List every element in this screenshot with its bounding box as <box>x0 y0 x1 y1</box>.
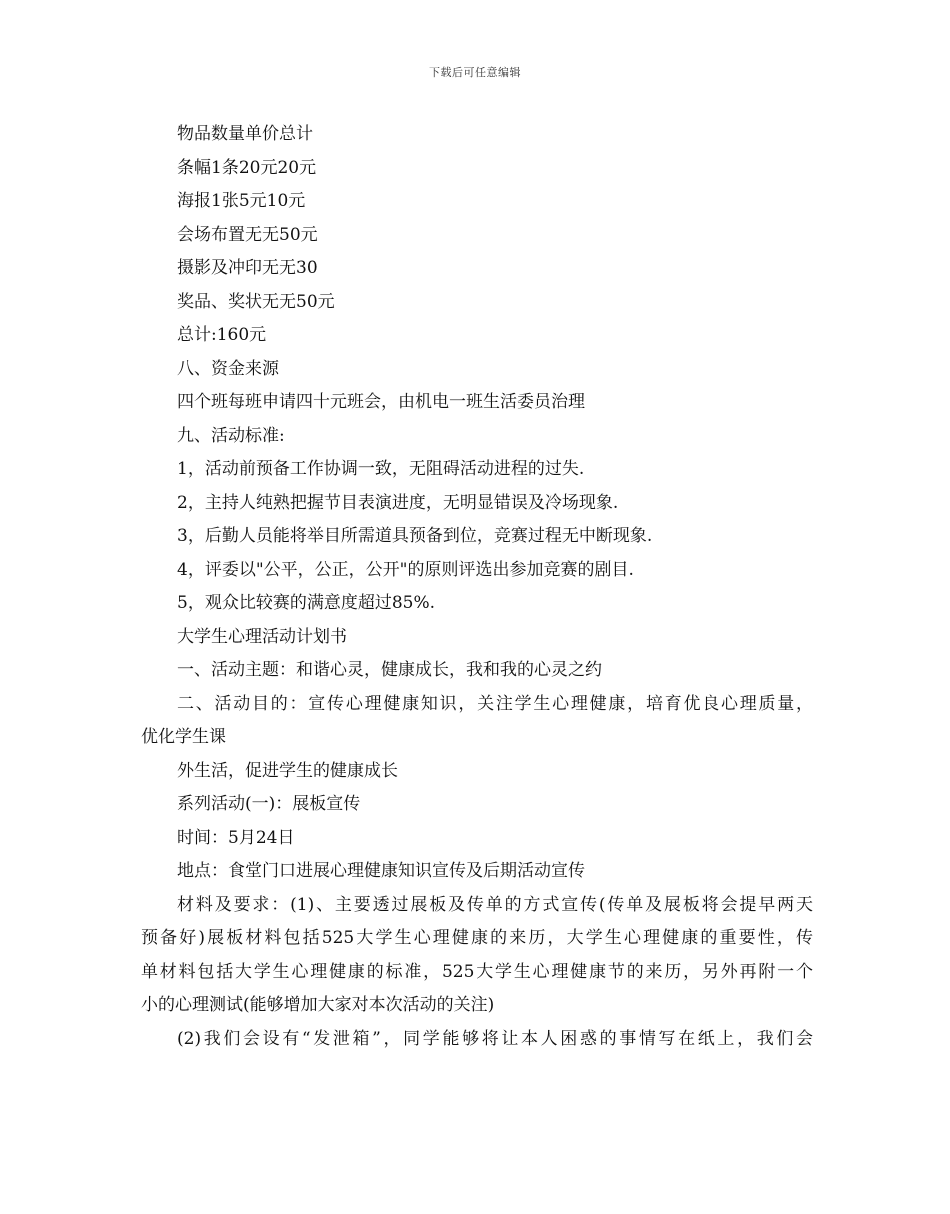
section-heading: 九、活动标准: <box>177 425 285 446</box>
paragraph-line: 总计:160元 <box>177 325 267 345</box>
section-heading: 八、资金来源 <box>177 358 279 379</box>
paragraph-line: 材料及要求：(1)、主要透过展板及传单的方式宣传(传单及展板将会提早两天 <box>177 894 813 915</box>
paragraph-line: 5，观众比较赛的满意度超过85%. <box>177 593 436 613</box>
paragraph-line: 四个班每班申请四十元班会，由机电一班生活委员治理 <box>177 392 585 412</box>
paragraph-line: 奖品、奖状无无50元 <box>177 291 335 312</box>
paragraph-line: (2)我们会设有“发泄箱”，同学能够将让本人困惑的事情写在纸上，我们会 <box>177 1028 813 1049</box>
document-body <box>141 118 813 1056</box>
paragraph-line: 物品数量单价总计 <box>177 124 313 144</box>
document-title: 大学生心理活动计划书 <box>177 626 347 647</box>
paragraph-line: 海报1张5元10元 <box>177 191 306 211</box>
paragraph-line: 2，主持人纯熟把握节目表演进度，无明显错误及冷场现象. <box>177 492 619 513</box>
paragraph-line: 时间：5月24日 <box>177 827 295 848</box>
paragraph-line: 小的心理测试(能够增加大家对本次活动的关注) <box>141 995 495 1015</box>
paragraph-line: 单材料包括大学生心理健康的标准，525大学生心理健康节的来历，另外再附一个 <box>141 961 813 982</box>
paragraph-line: 地点：食堂门口进展心理健康知识宣传及后期活动宣传 <box>177 861 585 881</box>
page-header: 下载后可任意编辑 <box>429 66 521 79</box>
section-heading: 系列活动(一)：展板宣传 <box>177 794 361 814</box>
paragraph-line: 4，评委以"公平，公正，公开"的原则评选出参加竞赛的剧目. <box>177 559 634 580</box>
paragraph-line: 二、活动目的：宣传心理健康知识，关注学生心理健康，培育优良心理质量， <box>177 693 813 714</box>
paragraph-line: 会场布置无无50元 <box>177 224 318 245</box>
paragraph-line: 3，后勤人员能将举目所需道具预备到位，竞赛过程无中断现象. <box>177 526 653 546</box>
paragraph-line: 优化学生课 <box>141 727 226 747</box>
paragraph-line: 摄影及冲印无无30 <box>177 258 318 278</box>
paragraph-line: 预备好)展板材料包括525大学生心理健康的来历，大学生心理健康的重要性，传 <box>141 928 813 948</box>
paragraph-line: 外生活，促进学生的健康成长 <box>177 760 398 781</box>
paragraph-line: 1，活动前预备工作协调一致，无阻碍活动进程的过失. <box>177 459 585 479</box>
paragraph-line: 一、活动主题：和谐心灵，健康成长，我和我的心灵之约 <box>177 660 602 680</box>
paragraph-line: 条幅1条20元20元 <box>177 157 317 178</box>
